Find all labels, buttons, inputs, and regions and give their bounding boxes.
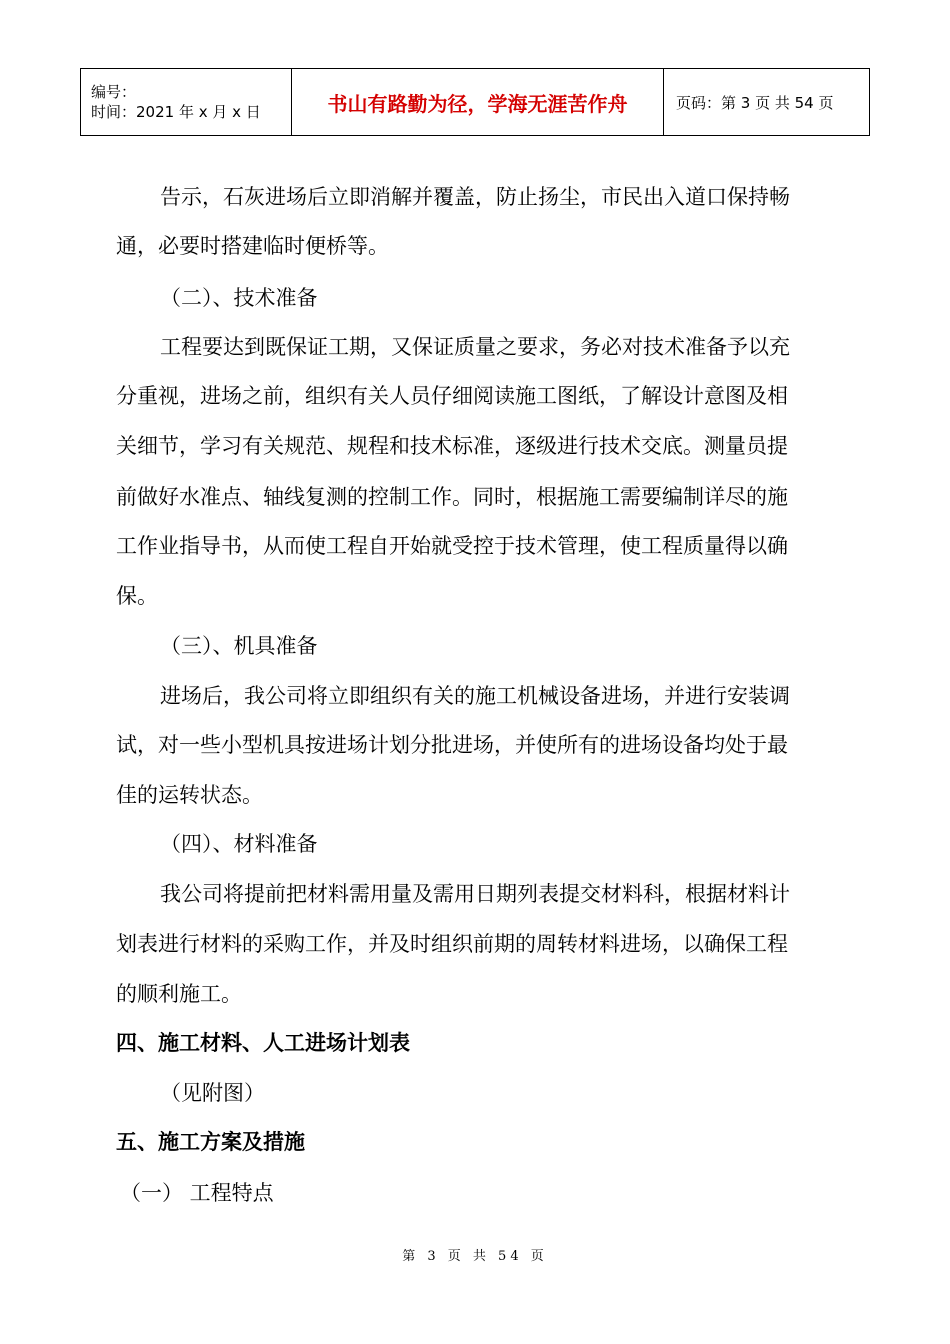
header-number-label: 编号：	[91, 83, 137, 101]
body-line: 进场后，我公司将立即组织有关的施工机械设备进场，并进行安装调	[160, 684, 790, 708]
body-line: （见附图）	[160, 1081, 265, 1105]
body-line: 告示，石灰进场后立即消解并覆盖，防止扬尘，市民出入道口保持畅	[160, 185, 790, 209]
footer-page-number: 第 3 页 共 54 页	[402, 1249, 548, 1264]
body-line: 试，对一些小型机具按进场计划分批进场，并使所有的进场设备均处于最	[116, 733, 788, 757]
header-page-info: 页码：第 3 页 共 54 页	[664, 69, 870, 136]
body-line: 划表进行材料的采购工作，并及时组织前期的周转材料进场，以确保工程	[116, 932, 788, 956]
body-line: 分重视，进场之前，组织有关人员仔细阅读施工图纸，了解设计意图及相	[116, 384, 788, 408]
section-heading-equipment: （三）、机具准备	[160, 634, 318, 658]
chapter-heading-four: 四、施工材料、人工进场计划表	[116, 1031, 410, 1055]
body-line: 通，必要时搭建临时便桥等。	[116, 234, 389, 258]
body-line: 前做好水准点、轴线复测的控制工作。同时，根据施工需要编制详尽的施	[116, 485, 788, 509]
chapter-heading-five: 五、施工方案及措施	[116, 1130, 305, 1154]
body-line: 的顺利施工。	[116, 982, 242, 1006]
body-line: 工程要达到既保证工期，又保证质量之要求，务必对技术准备予以充	[160, 335, 790, 359]
header-motto: 书山有路勤为径，学海无涯苦作舟	[292, 69, 664, 136]
document-header	[80, 68, 870, 136]
body-line: 我公司将提前把材料需用量及需用日期列表提交材料科，根据材料计	[160, 882, 790, 906]
header-meta	[81, 69, 292, 136]
header-time-label: 时间：2021 年 x 月 x 日	[91, 103, 261, 121]
section-heading-features: （一） 工程特点	[120, 1181, 274, 1205]
section-heading-materials: （四）、材料准备	[160, 832, 318, 856]
page-footer	[0, 1245, 950, 1264]
section-heading-technical: （二）、技术准备	[160, 286, 318, 310]
body-line: 工作业指导书，从而使工程自开始就受控于技术管理，使工程质量得以确	[116, 534, 788, 558]
body-line: 保。	[116, 584, 158, 608]
body-line: 关细节，学习有关规范、规程和技术标准，逐级进行技术交底。测量员提	[116, 434, 788, 458]
body-line: 佳的运转状态。	[116, 783, 263, 807]
